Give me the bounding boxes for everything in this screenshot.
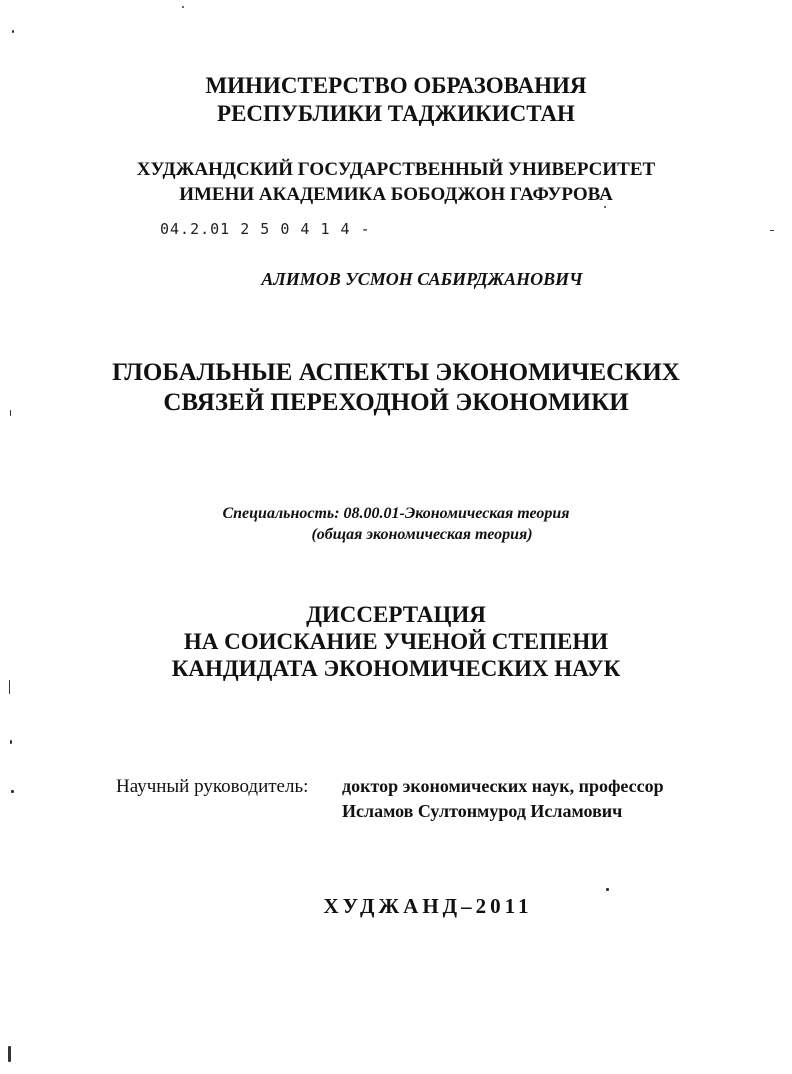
university-line-2: ИМЕНИ АКАДЕМИКА БОБОДЖОН ГАФУРОВА: [179, 184, 613, 205]
scan-artifact: [604, 206, 606, 208]
supervisor-label: Научный руководитель:: [116, 776, 309, 797]
specialty-line-2: (общая экономическая теория): [311, 526, 533, 543]
thesis-title-line-2: СВЯЗЕЙ ПЕРЕХОДНОЙ ЭКОНОМИКИ: [163, 389, 629, 416]
scan-artifact: [8, 1046, 11, 1062]
city-year: ХУДЖАНД–2011: [323, 894, 533, 918]
supervisor-name: Исламов Султонмурод Исламович: [342, 801, 623, 821]
dissertation-line-1: ДИССЕРТАЦИЯ: [306, 602, 486, 627]
dissertation-line-2: НА СОИСКАНИЕ УЧЕНОЙ СТЕПЕНИ: [183, 629, 609, 654]
scan-artifact: [770, 230, 774, 231]
supervisor-title: доктор экономических наук, профессор: [342, 776, 664, 796]
scan-artifact: [606, 888, 609, 891]
ministry-line-2: РЕСПУБЛИКИ ТАДЖИКИСТАН: [217, 101, 575, 126]
scan-artifact: [182, 6, 184, 8]
ministry-line-1: МИНИСТЕРСТВО ОБРАЗОВАНИЯ: [205, 73, 587, 98]
scan-artifact: [11, 790, 14, 793]
university-line-1: ХУДЖАНДСКИЙ ГОСУДАРСТВЕННЫЙ УНИВЕРСИТЕТ: [136, 159, 656, 180]
specialty-line-1: Специальность: 08.00.01-Экономическая теория: [222, 505, 570, 522]
scan-artifact: [10, 740, 12, 744]
thesis-title-line-1: ГЛОБАЛЬНЫЕ АСПЕКТЫ ЭКОНОМИЧЕСКИХ: [112, 359, 680, 386]
author-name: АЛИМОВ УСМОН САБИРДЖАНОВИЧ: [261, 269, 583, 289]
dissertation-line-3: КАНДИДАТА ЭКОНОМИЧЕСКИХ НАУК: [171, 656, 621, 681]
scan-artifact: [9, 680, 10, 694]
scan-artifact: [10, 410, 11, 416]
scan-artifact: [12, 30, 14, 33]
library-stamp-code: 04.2.01 2 5 0 4 1 4 -: [160, 220, 371, 238]
